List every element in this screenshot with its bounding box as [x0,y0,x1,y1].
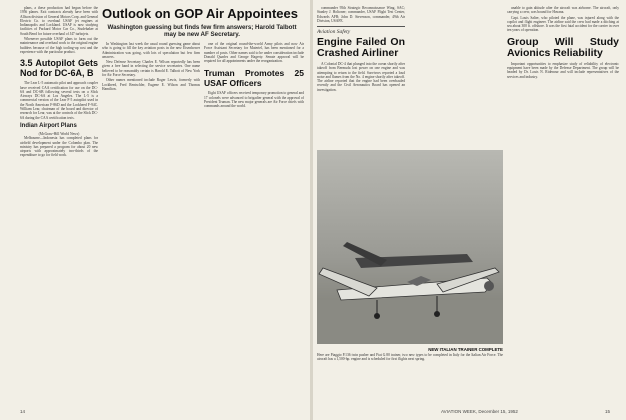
right-page [313,0,626,420]
photo-caption-text [317,353,503,405]
gop-story-1: In Washington last week the usual round guessing game about who is going to fill the key aviation posts in the new Eisenhower Administration was going, with lots of speculation but few firm answers. [102,42,200,59]
indian-airport-story: Melbourne—Indonesia has completed plans for airfield development under the Colombo plan. The ministry has prepared a program for about 20 new airports with approximately two-thirds of the expenditure to go for field work. [20,136,98,158]
right-folio-line: AVIATION WEEK, December 15, 1952 [441,409,518,414]
section-label: Aviation Safety [317,28,351,35]
truman-story: Eight USAF officers received temporary promotion to general and 17 colonels were advanced to brigadier general with the approval of President Truman. The new major generals are Air Force chiefs with commands around the world. [204,91,304,109]
avionics-headline: Group Will Study Avionics Reliability [507,35,619,59]
gop-headline: Outlook on GOP Air Appointees [102,6,298,21]
indian-airport-headline: Indian Airport Plans [20,122,77,129]
gop-story-2: New Defense Secretary Charles E. Wilson reportedly has been given a free hand in selecting the service secretaries. One name believed to be reasonably certain is Harold E. Talbott of New York for Air Force Secretary. [102,60,200,78]
avionics-story: Important opportunities to emphasize study of reliability of electronic equipment have been made by the Defense Department. The group will be headed by Dr. Louis N. Ridenour and will include representatives of the services and industry. [507,61,619,79]
gop-deck: Washington guessing but finds few firm answers; Harold Talbott may be new AF Secretary. [107,24,297,38]
left-column-3 [204,42,304,406]
right-page-number: 15 [605,409,611,414]
engine-failed-headline: Engine Failed On Crashed Airliner [317,35,405,59]
crash-continued: unable to gain altitude after the aircraft was airborne. The aircraft, only carrying a crew, was bound for Havana. [507,6,619,15]
right-lead: commander 95th Strategic Reconnaissance Wing, SAC; Stanley J. Holtoner; commander, USAF Flight Test Center, Edwards AFB; John D. Stevenson, commander, 49th Air Division, USAFE. [317,6,405,23]
section-rule [317,26,405,27]
left-column-2 [102,42,200,406]
photo-caption-title: NEW ITALIAN TRAINER COMPLETE [428,347,503,352]
aircraft-silhouette [317,150,503,344]
lead-paragraph-2: Whenever possible USAF plans to farm out the maintenance and overhaul work to the original engine builders because of the high tooling-up cost and the experience with the particular product. [20,37,98,54]
gop-story-3: Other names mentioned include Roger Lewis, formerly with Lockheed, Fred Rentschler, Eugene E. Wilson and Thomas Hamilton. [102,78,200,91]
photo-caption-body: Here are Piaggio P.136 twin pusher and Fiat G.80 trainer, two new types to be completed in Italy for the Italian Air Force. The aircraft has a 1,500-hp. engine and is scheduled for first flights next spring. [317,353,503,362]
engine-failed-story: A Colonial DC-4 that plunged into the ocean shortly after takeoff from Bermuda lost power on one engine and was attempting to return to the field. Survivors reported a loud noise and flames from the No. 4 engine shortly after takeoff. The airline reported that the engine had been overhauled recently and the Civil Aeronautics Board has opened an investigation. [317,61,405,92]
aircraft-photo-icon [317,150,503,344]
lead-paragraph: plans, a these production had begun before the 1956 planes. Exit contracts already have been with Allison division of General Motors Corp. and General Electric Co. to overhaul USAF jet engines at Indianapolis and Lockland. USAF is now studying facilities of Packard Motor Car Co., Studebaker at South Bend for future overhaul of J47 turbojets. [20,6,98,36]
indian-airport-credit: (McGraw-Hill World News) [38,131,80,136]
right-column-2 [507,6,619,406]
left-page [0,0,310,420]
crash-story: Capt. Louis Salter, who piloted the plane, was injured along with the copilot and flight engineer. The airline said the crew had made a ditching at sea about 300 ft. offshore. It was the first fatal accident for the carrier in over ten years of operation. [507,15,619,33]
gop-story-continued: one of the original round-the-world Army pilots and now Air Force Assistant Secretary for Materiel, has been mentioned for a number of posts. Other names said to be under consideration include Donald Quarles and George Hagerty. Senate approval will be required for all appointments under the reorganization. [204,42,304,64]
left-column-1 [20,6,98,406]
autopilot-story: The Lear L-5 automatic pilot and approach coupler have received CAA certification for use on the DC-6A and DC-6B following several tests on a Slick Airways DC-6A at Los Angeles. The L-5 is a commercial version of the Lear F-5 autopilot used in the North American F-86D and the Lockheed F-94C. William Lear, chairman of the board and director of research for Lear, was at the controls of the Slick DC-6A during the CAA certification tests. [20,81,98,120]
left-page-number: 14 [20,409,26,414]
autopilot-headline: 3.5 Autopilot Gets Nod for DC-6A, B [20,58,98,79]
truman-headline: Truman Promotes 25 USAF Officers [204,68,304,88]
